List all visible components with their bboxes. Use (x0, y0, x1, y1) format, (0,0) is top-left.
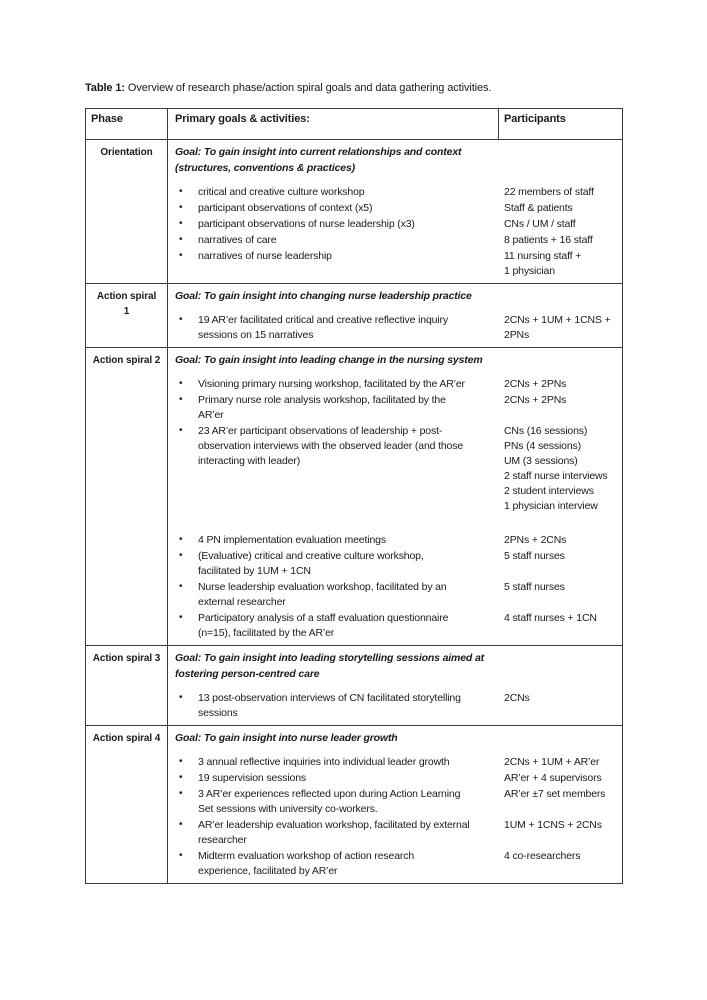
activity-line: Nurse leadership evaluation workshop, facilitated by an (198, 581, 447, 593)
bullet-icon: • (179, 550, 183, 561)
list-gap (168, 515, 626, 533)
content-cell (168, 726, 626, 883)
participant-line: 4 staff nurses + 1CN (504, 612, 597, 624)
participant-line: Staff & patients (504, 202, 573, 214)
activity-text (168, 249, 504, 279)
participants-text (504, 549, 626, 579)
activity-item (168, 787, 626, 817)
participants-text (504, 611, 626, 641)
phase-label: Action spiral 4 (92, 733, 161, 744)
activity-item (168, 818, 626, 848)
activity-line: 13 post-observation interviews of CN facilitated storytelling (198, 692, 461, 704)
activity-line: participant observations of context (x5) (198, 202, 373, 214)
participants-text (504, 787, 626, 817)
activity-item (168, 549, 626, 579)
header-participants: Participants (504, 113, 566, 125)
phase-cell (86, 348, 168, 645)
table-row (86, 646, 622, 726)
activity-item (168, 377, 626, 392)
activity-line: AR’er leadership evaluation workshop, facilitated by external (198, 819, 470, 831)
activity-text (168, 691, 504, 721)
activity-text (168, 377, 504, 392)
participants-text (504, 217, 626, 232)
participants-text (504, 249, 626, 279)
participant-line: 5 staff nurses (504, 550, 565, 562)
header-goals: Primary goals & activities: (168, 109, 499, 139)
activity-text (168, 217, 504, 232)
participant-line: 8 patients + 16 staff (504, 234, 593, 246)
activity-item (168, 533, 626, 548)
activity-item (168, 185, 626, 200)
table-header-row (86, 109, 622, 140)
bullet-icon: • (179, 534, 183, 545)
activity-item (168, 580, 626, 610)
participant-line: 4 co-researchers (504, 850, 581, 862)
table-row (86, 348, 622, 646)
phase-label: Action spiral 3 (92, 653, 161, 664)
activity-item (168, 393, 626, 423)
activity-list (168, 313, 626, 343)
bullet-icon: • (179, 218, 183, 229)
bullet-icon: • (179, 756, 183, 767)
participants-text (504, 393, 626, 423)
activity-line: 19 supervision sessions (198, 772, 307, 784)
participants-text (504, 533, 626, 548)
participant-line: PNs (4 sessions) (504, 440, 581, 452)
activity-item (168, 249, 626, 279)
bullet-icon: • (179, 202, 183, 213)
activity-text (168, 313, 504, 343)
activity-line: 23 AR’er participant observations of leadership + post- (198, 425, 443, 437)
content-cell (168, 348, 626, 645)
activity-item (168, 849, 626, 879)
activity-line: Set sessions with university co-workers. (198, 803, 378, 815)
activity-list (168, 691, 626, 721)
activity-text (168, 611, 504, 641)
activity-line: Midterm evaluation workshop of action research (198, 850, 415, 862)
table-caption (85, 82, 491, 94)
activity-line: 19 AR’er facilitated critical and creative reflective inquiry (198, 314, 448, 326)
phase-label: Action spiral (96, 291, 157, 302)
goal-text: fostering person-centred care (175, 668, 320, 680)
activity-line: external researcher (198, 596, 286, 608)
bullet-icon: • (179, 692, 183, 703)
participant-line: 2PNs (504, 329, 530, 341)
phase-cell (86, 646, 168, 725)
activity-line: AR’er (198, 409, 224, 421)
bullet-icon: • (179, 788, 183, 799)
activity-line: (n=15), facilitated by the AR’er (198, 627, 335, 639)
table-row (86, 726, 622, 883)
activity-line: observation interviews with the observed leader (and those (198, 440, 464, 452)
activity-line: experience, facilitated by AR’er (198, 865, 338, 877)
activity-line: facilitated by 1UM + 1CN (198, 565, 311, 577)
participant-line: CNs (16 sessions) (504, 425, 588, 437)
content-cell (168, 284, 626, 347)
activity-line: sessions on 15 narratives (198, 329, 314, 341)
participants-text (504, 377, 626, 392)
participants-text (504, 185, 626, 200)
participant-line: 2CNs + 1UM + 1CNS + (504, 314, 611, 326)
participants-text (504, 313, 626, 343)
activity-item (168, 201, 626, 216)
activity-list (168, 377, 626, 641)
participant-line: 2PNs + 2CNs (504, 534, 567, 546)
activity-text (168, 849, 504, 879)
bullet-icon: • (179, 378, 183, 389)
participant-line: CNs / UM / staff (504, 218, 576, 230)
participant-line: 2CNs + 2PNs (504, 378, 567, 390)
activity-line: interacting with leader) (198, 455, 301, 467)
participants-text (504, 233, 626, 248)
activity-item (168, 771, 626, 786)
participants-text (504, 818, 626, 848)
activity-item (168, 313, 626, 343)
activity-item (168, 691, 626, 721)
header-phase: Phase (86, 109, 168, 139)
participant-line: 2CNs + 2PNs (504, 394, 567, 406)
table-row (86, 140, 622, 284)
participant-line: 5 staff nurses (504, 581, 565, 593)
activity-text (168, 755, 504, 770)
participant-line: 1 physician interview (504, 500, 598, 512)
table-caption-text: Overview of research phase/action spiral goals and data gathering activities. (127, 82, 492, 94)
bullet-icon: • (179, 819, 183, 830)
activity-line: Primary nurse role analysis workshop, facilitated by the (198, 394, 446, 406)
activity-line: participant observations of nurse leadership (x3) (198, 218, 415, 230)
activity-list (168, 185, 626, 279)
activity-line: Participatory analysis of a staff evaluation questionnaire (198, 612, 449, 624)
content-cell (168, 646, 626, 725)
activity-item (168, 424, 626, 514)
activity-text (168, 393, 504, 423)
participant-line: 2CNs (504, 692, 530, 704)
activity-text (168, 424, 504, 514)
activity-line: (Evaluative) critical and creative culture workshop, (198, 550, 424, 562)
bullet-icon: • (179, 314, 183, 325)
participant-line: 1 physician (504, 265, 555, 277)
activity-text (168, 771, 504, 786)
phase-cell (86, 726, 168, 883)
phase-label: 1 (123, 306, 130, 317)
goal-text: Goal: To gain insight into current relationships and context (175, 146, 462, 158)
phase-label: Action spiral 2 (92, 355, 161, 366)
bullet-icon: • (179, 425, 183, 436)
activity-line: Visioning primary nursing workshop, facilitated by the AR’er (198, 378, 465, 390)
activity-line: researcher (198, 834, 247, 846)
participant-line: 11 nursing staff + (504, 250, 582, 262)
activity-line: critical and creative culture workshop (198, 186, 365, 198)
participants-text (504, 580, 626, 610)
activity-line: narratives of nurse leadership (198, 250, 332, 262)
bullet-icon: • (179, 772, 183, 783)
bullet-icon: • (179, 850, 183, 861)
phase-cell (86, 140, 168, 283)
activity-text (168, 787, 504, 817)
activity-item (168, 755, 626, 770)
bullet-icon: • (179, 394, 183, 405)
goal-text: Goal: To gain insight into leading storytelling sessions aimed at (175, 652, 484, 664)
goal-text: Goal: To gain insight into leading change in the nursing system (175, 354, 483, 366)
bullet-icon: • (179, 612, 183, 623)
participants-text (504, 424, 626, 514)
activity-text (168, 233, 504, 248)
participant-line: 2CNs + 1UM + AR’er (504, 756, 600, 768)
bullet-icon: • (179, 581, 183, 592)
participant-line: 1UM + 1CNS + 2CNs (504, 819, 602, 831)
goal-text: (structures, conventions & practices) (175, 162, 355, 174)
activity-text (168, 580, 504, 610)
phase-label: Orientation (100, 147, 153, 158)
activity-item (168, 233, 626, 248)
content-cell (168, 140, 626, 283)
table-row (86, 284, 622, 348)
participant-line: AR’er + 4 supervisors (504, 772, 602, 784)
table-caption-label: Table 1: (85, 82, 125, 94)
bullet-icon: • (179, 234, 183, 245)
bullet-icon: • (179, 250, 183, 261)
participants-text (504, 755, 626, 770)
participant-line: 2 staff nurse interviews (504, 470, 608, 482)
participant-line: UM (3 sessions) (504, 455, 578, 467)
participants-text (504, 849, 626, 879)
activity-line: 3 annual reflective inquiries into individual leader growth (198, 756, 450, 768)
activity-line: 4 PN implementation evaluation meetings (198, 534, 386, 546)
activity-text (168, 201, 504, 216)
participant-line: AR’er ±7 set members (504, 788, 606, 800)
activity-text (168, 533, 504, 548)
activity-line: 3 AR’er experiences reflected upon during Action Learning (198, 788, 461, 800)
activity-line: narratives of care (198, 234, 277, 246)
goal-text: Goal: To gain insight into nurse leader growth (175, 732, 398, 744)
table (85, 108, 623, 884)
activity-list (168, 755, 626, 879)
activity-text (168, 818, 504, 848)
phase-cell (86, 284, 168, 347)
activity-line: sessions (198, 707, 238, 719)
participant-line: 22 members of staff (504, 186, 594, 198)
participants-text (504, 201, 626, 216)
participant-line: 2 student interviews (504, 485, 594, 497)
activity-item (168, 611, 626, 641)
participants-text (504, 691, 626, 721)
goal-text: Goal: To gain insight into changing nurse leadership practice (175, 290, 472, 302)
activity-text (168, 549, 504, 579)
bullet-icon: • (179, 186, 183, 197)
participants-text (504, 771, 626, 786)
activity-text (168, 185, 504, 200)
activity-item (168, 217, 626, 232)
